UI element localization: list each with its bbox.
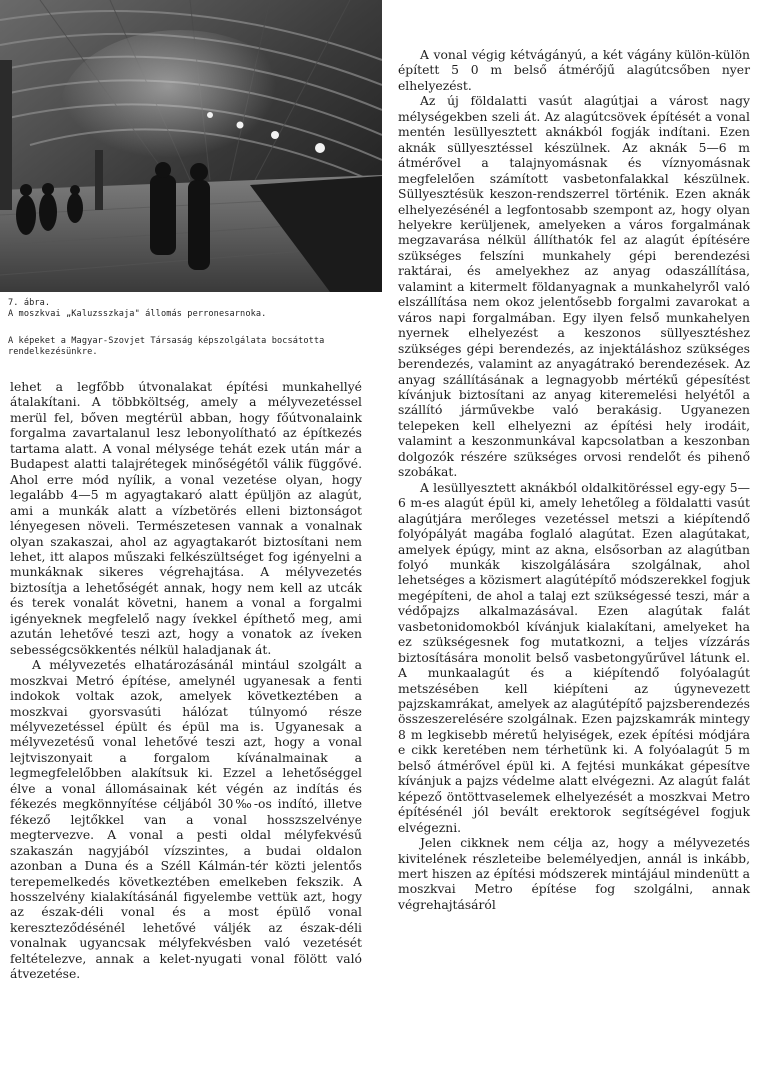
paragraph: Az új földalatti vasút alagútjai a várost nagy mélységekben szeli át. Az alagútcsövek építését a vonal mentén lesüllyesztett aknákból fogják indítani. Ezen aknák süllyesztéssel készülnek. Az aknák 5—6 m átmérővel a talajnyomásnak és víznyomásnak megfelelően számított vasbetonfalakkal készülnek. Süllyesztésük keszon-rendszerrel történik. Ezen aknák elhelyezésénél a legfontosabb szempont az, hogy olyan helyekre kerüljenek, amelyeken a város forgalmának megzavarása nélkül állíthatók fel az alagút építésére szükséges felszíni munkahely gépi berendezési raktárai, és amelyekhez az anyag odaszállítása, valamint a kitermelt földanyagnak a munkahelyről való elszállítása nem okoz jelentősebb forgalmi zavarokat a város napi forgalmában. Egy ilyen felső munkahelyen nyernek elhelyezést a keszonos süllyesztéshez szükséges gépi berendezés, az injektáláshoz szükséges berendezés, valamint az anyagátrakó berendezések. Az anyag szállításának a legnagyobb mértékű gépesítést kívánjuk biztosítani az anyag kiteremelési helyétől a szállító járművekbe való berakásig. Ugyanezen telepeken kell elhelyezni az építési hely irodáit, valamint a keszonmunkával kapcsolatban a keszonban dolgozók részére szükséges orvosi rendelőt és pihenő szobákat. xyxy=(398,94,750,480)
paragraph: A mélyvezetés elhatározásánál mintául szolgált a moszkvai Metró építése, amelynél ugyanesak a fenti indokok voltak azok, amelyek következtében a moszkvai gyorsvasúti hálózat túlnyomó része mélyvezetéssel épült és épül ma is. Ugyanesak a mélyvezetésű vonal lehetővé teszi azt, hogy a vonal lejtviszonyait a forgalom kívánalmainak a legmegfelelőbben alakítsuk ki. Ezzel a lehetőséggel élve a vonal állomásainak két végén az indítás és fékezés megkönnyítése céljából 30‰-os indító, illetve fékező lejtőkkel van a vonal hosszszelvénye megtervezve. A vonal a pesti oldal mélyfekvésű szakaszán nagyjából vízszintes, a budai oldalon azonban a Duna és a Széll Kálmán-tér közti jelentős terepemelkedés következtében emelkeben fekszik. A hosszelvény kialakításánál figyelembe vettük azt, hogy az észak-déli vonal és a most épülő vonal kereszteződésénél lehetővé váljék az észak-déli vonalnak ugyancsak mélyfekvésben való vezetését feltételezve, annak a kelet-nyugati vonal fölött való átvezetése. xyxy=(10,658,362,982)
metro-station-photo xyxy=(0,0,382,292)
right-column-text xyxy=(398,48,750,913)
photo-illustration xyxy=(0,0,382,292)
figure-credit: A képeket a Magyar-Szovjet Társaság képszolgálata bocsátotta rendelkezésünkre. xyxy=(8,336,325,357)
paragraph: lehet a legfőbb útvonalakat építési munkahellyé átalakítani. A többköltség, amely a mélyvezetéssel merül fel, bőven megtérül abban, hogy főútvonalaink forgalma zavartalanul lesz lebonyolítható az építkezés tartama alatt. A vonal mélysége tehát ezek után már a Budapest alatti talajrétegek minőségétől válik függővé. Ahol erre mód nyílik, a vonal vezetése olyan, hogy legalább 4—5 m agyagtakaró alatt épüljön az alagút, ami a munkák alatt a vízbetörés elleni biztonságot lényegesen növeli. Természetesen vannak a vonalnak olyan szakaszai, ahol az agyagtakarót biztosítani nem lehet, itt alapos műszaki felkészültséget fog igényelni a munkáknak sikeres végrehajtása. A mélyvezetés biztosítja a lehetőségét annak, hogy nem kell az utcák és terek vonalát követni, hanem a vonal a forgalmi igényeknek megfelelő nagy ívekkel építhető meg, ami azután lehetővé teszi azt, hogy a vonatok az íveken sebességcsökkentés nélkül haladjanak át. xyxy=(10,380,362,657)
figure-number: 7. ábra. xyxy=(8,298,51,308)
paragraph: A vonal végig kétvágányú, a két vágány külön-külön épített 5 0 m belső átmérőjű alagútcsőben nyer elhelyezést. xyxy=(398,48,750,93)
left-column-text xyxy=(10,380,362,983)
paragraph: Jelen cikknek nem célja az, hogy a mélyvezetés kivitelének részleteibe belemélyedjen, annál is inkább, mert hiszen az építési módszerek mintájául mindenütt a moszkvai Metro építése fog szolgálni, annak végrehajtásáról xyxy=(398,836,750,912)
figure-caption xyxy=(8,298,374,320)
figure-caption-text: A moszkvai „Kaluzsszkaja" állomás perronesarnoka. xyxy=(8,309,267,319)
paragraph: A lesüllyesztett aknákból oldalkitöréssel egy-egy 5—6 m-es alagút épül ki, amely lehetőleg a földalatti vasút alagútjára merőleges vezetéssel metszi a kiépítendő folyópályát magába foglaló alagútat. Ezen alagútakat, amelyek épúgy, mint az akna, elsősorban az alagútban folyó munkák kiszolgálására szolgálnak, ahol lehetséges a közismert alagútépítő módszerekkel fogjuk megépíteni, de ahol a talaj ezt szükségessé teszi, már a védőpajzs alkalmazásával. Ezen alagútak falát vasbetonidomokból kívánjuk kialakítani, amelyeket ha ez szükségesnek fog mutatkozni, a teljes vízzárás biztosítására monolit belső vasbetongyűrűvel látunk el. A munkaalagút és a kiépítendő folyóalagút metszésében kell kiépíteni az úgynevezett pajzskamrákat, amelyek az alagútépítő pajzsberendezés összeszerelésére szolgálnak. Ezen pajzskamrák mintegy 8 m legkisebb méretű helyiségek, ezek építési módjára e cikk keretében nem térhetünk ki. A folyóalagút 5 m belső átmérővel épül ki. A fejtési munkákat gépesítve kívánjuk a pajzs védelme alatt elvégezni. Az alagút falát képező öntöttvaselemek elhelyezését a moszkvai Metro építésénél jól bevált erektorok segítségével fogjuk elvégezni. xyxy=(398,480,750,835)
